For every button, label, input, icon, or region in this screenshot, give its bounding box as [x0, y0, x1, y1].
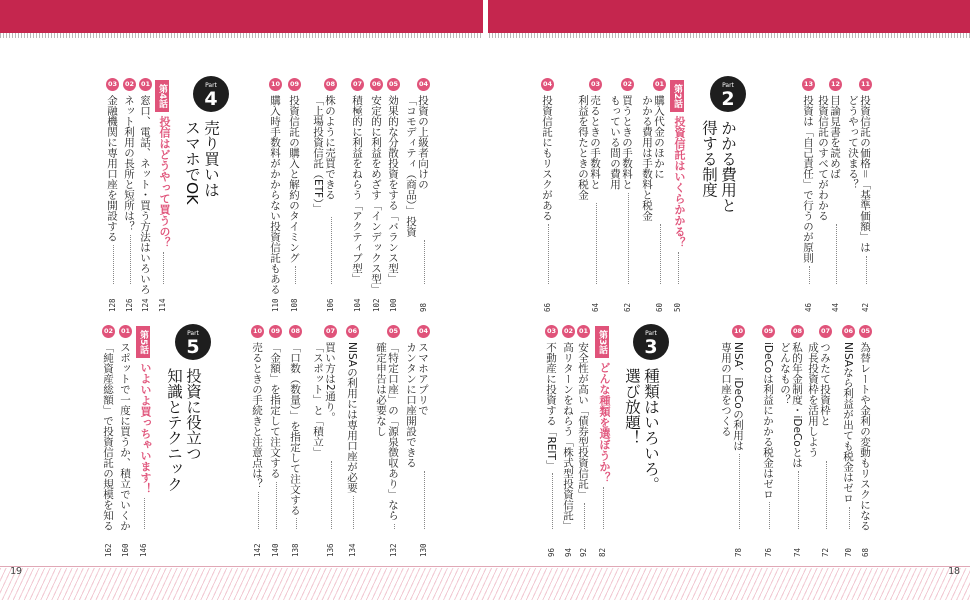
toc-entry-page: 108: [290, 298, 299, 312]
section-number-badge: 01: [577, 325, 590, 338]
section-number-badge: 02: [621, 78, 634, 91]
toc-entry-page: 130: [419, 543, 428, 557]
toc-entry-page: 102: [372, 298, 381, 312]
section-number-badge: 04: [417, 325, 430, 338]
dotted-leader: [258, 492, 259, 529]
story-title: 投資信託はいくらかかる？: [673, 116, 686, 248]
toc-entry-title: 窓口、電話、ネット・買う方法はいろいろ: [139, 95, 151, 295]
dotted-leader: [144, 498, 145, 529]
toc-entry-title: 金融機関に専用口座を開設する: [106, 95, 118, 242]
toc-entry-page: 66: [543, 302, 552, 312]
section-number-badge: 03: [589, 78, 602, 91]
dotted-leader: [163, 252, 164, 284]
story-page: 82: [598, 547, 607, 557]
toc-entry-title: 高リターンをねらう「株式型投資信託」: [562, 342, 574, 531]
part-badge: [193, 76, 229, 112]
dotted-leader: [849, 507, 850, 530]
dotted-leader: [584, 503, 585, 530]
toc-entry-title: 買うときの手数料と もっている間の費用: [609, 95, 633, 190]
toc-entry-page: 104: [353, 298, 362, 312]
toc-entry-title: NISAの利用には専用口座が必要: [346, 342, 358, 493]
section-number-badge: 07: [351, 78, 364, 91]
toc-entry-page: 138: [291, 543, 300, 557]
toc-entry-page: 46: [804, 302, 813, 312]
section-number-badge: 10: [251, 325, 264, 338]
toc-entry-title: 投資の上級者向けの 「コモディティ（商品）」投資: [405, 95, 429, 237]
part-badge: [710, 76, 746, 112]
part-title: かかる費用と 得する制度: [700, 120, 737, 213]
part-number: 3: [644, 336, 658, 358]
section-number-badge: 08: [791, 325, 804, 338]
dotted-leader: [603, 487, 604, 529]
section-number-badge: 10: [732, 325, 745, 338]
dotted-leader: [826, 461, 827, 530]
dotted-leader: [331, 217, 332, 284]
toc-entry-page: 62: [623, 302, 632, 312]
section-number-badge: 04: [417, 78, 430, 91]
toc-entry-title: 株のように売買できる 「上場投資信託（ETF）」: [312, 95, 336, 214]
part-number: 4: [204, 88, 218, 110]
section-number-badge: 08: [324, 78, 337, 91]
story-tag: 第4話: [155, 80, 169, 112]
toc-entry-page: 44: [831, 302, 840, 312]
toc-entry-title: 投資は「自己責任」で行うのが原則: [802, 95, 814, 263]
section-number-badge: 09: [269, 325, 282, 338]
dotted-leader: [836, 224, 837, 284]
toc-entry-page: 100: [389, 298, 398, 312]
section-number-badge: 05: [387, 325, 400, 338]
page-gutter: [483, 0, 488, 600]
story-title: いよいよ買っちゃいます！: [139, 362, 152, 494]
section-number-badge: 08: [289, 325, 302, 338]
header-band-right: [488, 0, 970, 33]
toc-entry-title: 目論見書を読めば 投資信託のすべてがわかる: [817, 95, 841, 221]
story-page: 146: [139, 543, 148, 557]
story-page: 114: [158, 298, 167, 312]
toc-entry-title: NISAなら利益が出ても税金はゼロ: [842, 342, 854, 504]
toc-entry-title: ネット利用の長所と短所は？: [123, 95, 135, 232]
section-number-badge: 01: [139, 78, 152, 91]
section-number-badge: 10: [269, 78, 282, 91]
dotted-leader: [596, 203, 597, 284]
footer-rule: [0, 566, 970, 567]
toc-entry-title: つみたて投資枠と 成長投資枠を活用しよう: [807, 342, 831, 458]
toc-entry-title: スポットで一度に買うか、積立でいくか: [119, 342, 131, 531]
part-title: 投資に役立つ 知識とテクニック: [165, 368, 202, 492]
story-tag: 第5話: [136, 326, 150, 358]
part-title: 種類はいろいろ。 選び放題！: [623, 368, 660, 492]
dotted-leader: [296, 518, 297, 529]
toc-entry-title: スマホアプリで カンタンに口座開設できる: [405, 342, 429, 468]
part-title: 売り買いは スマホでOK: [183, 120, 220, 205]
section-number-badge: 03: [545, 325, 558, 338]
section-number-badge: 06: [370, 78, 383, 91]
toc-entry-title: 為替レートや金利の変動もリスクになる: [859, 342, 871, 531]
footer-hatch: [0, 568, 970, 600]
dotted-leader: [866, 256, 867, 285]
toc-entry-title: 投資信託の価格＝「基準価額」は どうやって決まる？: [847, 95, 871, 253]
toc-entry-page: 70: [844, 547, 853, 557]
story-title: どんな種類を選ぼうか？: [598, 362, 611, 483]
section-number-badge: 09: [288, 78, 301, 91]
dotted-leader: [113, 245, 114, 284]
toc-entry-page: 76: [764, 547, 773, 557]
toc-entry-title: 売るときの手数料と 利益を得たときの税金: [577, 95, 601, 200]
toc-entry-page: 72: [821, 547, 830, 557]
section-number-badge: 02: [562, 325, 575, 338]
toc-entry-page: 94: [564, 547, 573, 557]
section-number-badge: 02: [123, 78, 136, 91]
section-number-badge: 02: [102, 325, 115, 338]
toc-entry-title: 「特定口座」の「源泉徴収あり」なら 確定申告は必要なし: [375, 342, 399, 521]
toc-entry-page: 92: [579, 547, 588, 557]
toc-entry-page: 142: [253, 543, 262, 557]
toc-entry-page: 74: [793, 547, 802, 557]
section-number-badge: 11: [859, 78, 872, 91]
dotted-leader: [331, 461, 332, 530]
dotted-leader: [276, 482, 277, 530]
toc-entry-page: 134: [348, 543, 357, 557]
toc-entry-page: 162: [104, 543, 113, 557]
toc-entry-title: 売るときの手続きと注意点は？: [251, 342, 263, 489]
toc-entry-page: 160: [121, 543, 130, 557]
part-badge: [175, 324, 211, 360]
page-number-right: 18: [948, 566, 961, 577]
part-label: Part: [645, 330, 657, 337]
dotted-leader: [424, 471, 425, 529]
toc-entry-title: NISA、iDeCoの利用は 専用の口座をつくる: [720, 342, 744, 451]
part-badge: [633, 324, 669, 360]
dotted-leader: [295, 266, 296, 284]
toc-entry-title: 「金額」を指定して注文する: [269, 342, 281, 479]
toc-entry-title: 「口数（数量）」を指定して注文する: [289, 342, 301, 516]
section-number-badge: 01: [653, 78, 666, 91]
dotted-leader: [130, 235, 131, 285]
toc-entry-page: 132: [389, 543, 398, 557]
section-number-badge: 05: [859, 325, 872, 338]
page-number-left: 19: [10, 566, 23, 577]
section-number-badge: 05: [387, 78, 400, 91]
toc-entry-title: 投資信託の購入と解約のタイミング: [288, 95, 300, 263]
section-number-badge: 06: [842, 325, 855, 338]
toc-entry-title: 安全性が高い「債券型投資信託」: [577, 342, 589, 500]
section-number-badge: 09: [762, 325, 775, 338]
toc-entry-title: 買い方は2通り。 「スポット」と「積立」: [312, 342, 336, 458]
dotted-leader: [424, 240, 425, 284]
toc-entry-title: 投資信託にもリスクがある: [541, 95, 553, 221]
toc-entry-page: 140: [271, 543, 280, 557]
dotted-leader: [678, 252, 679, 284]
toc-entry-page: 124: [141, 298, 150, 312]
dotted-leader: [353, 496, 354, 529]
dotted-leader: [660, 224, 661, 284]
toc-entry-title: 安定的に利益をめざす「インデックス型」: [370, 95, 382, 295]
story-page: 50: [673, 302, 682, 312]
part-number: 2: [721, 88, 735, 110]
toc-entry-page: 136: [326, 543, 335, 557]
toc-entry-title: 購入時手数料がかからない投資信託もある: [269, 95, 281, 295]
dotted-leader: [798, 471, 799, 529]
dotted-leader: [394, 524, 395, 530]
part-label: Part: [722, 82, 734, 89]
toc-entry-title: 不動産に投資する「REIT」: [545, 342, 557, 471]
section-number-badge: 12: [829, 78, 842, 91]
dotted-leader: [628, 193, 629, 285]
toc-entry-title: 購入代金のほかに かかる費用は手数料と税金: [641, 95, 665, 221]
toc-entry-page: 78: [734, 547, 743, 557]
toc-entry-title: iDeCoは利益にかかる税金はゼロ: [762, 342, 774, 500]
dotted-leader: [739, 454, 740, 529]
story-title: 投信はどうやって買うの？: [158, 116, 171, 248]
toc-entry-title: 積極的に利益をねらう「アクティブ型」: [351, 95, 363, 284]
story-tag: 第3話: [595, 326, 609, 358]
toc-entry-page: 110: [271, 298, 280, 312]
toc-entry-title: 私的年金制度・iDeCoとは どんなもの？: [779, 342, 803, 468]
part-label: Part: [187, 330, 199, 337]
story-tag: 第2話: [670, 80, 684, 112]
dotted-leader: [809, 266, 810, 284]
section-number-badge: 06: [346, 325, 359, 338]
section-number-badge: 07: [324, 325, 337, 338]
toc-entry-page: 60: [655, 302, 664, 312]
section-number-badge: 04: [541, 78, 554, 91]
dotted-leader: [548, 224, 549, 284]
toc-entry-page: 128: [108, 298, 117, 312]
toc-entry-page: 106: [326, 298, 335, 312]
dotted-leader: [552, 473, 553, 529]
toc-entry-page: 42: [861, 302, 870, 312]
toc-entry-title: 「純資産総額」で投資信託の規模を知る: [102, 342, 114, 531]
section-number-badge: 13: [802, 78, 815, 91]
toc-entry-page: 64: [591, 302, 600, 312]
section-number-badge: 01: [119, 325, 132, 338]
toc-entry-page: 126: [125, 298, 134, 312]
toc-entry-title: 効果的な分散投資をする「バランス型」: [387, 95, 399, 284]
part-label: Part: [205, 82, 217, 89]
part-number: 5: [186, 336, 200, 358]
toc-entry-page: 98: [419, 302, 428, 312]
toc-entry-page: 68: [861, 547, 870, 557]
dotted-leader: [769, 502, 770, 529]
toc-entry-page: 96: [547, 547, 556, 557]
section-number-badge: 03: [106, 78, 119, 91]
header-band-left: [0, 0, 483, 33]
section-number-badge: 07: [819, 325, 832, 338]
